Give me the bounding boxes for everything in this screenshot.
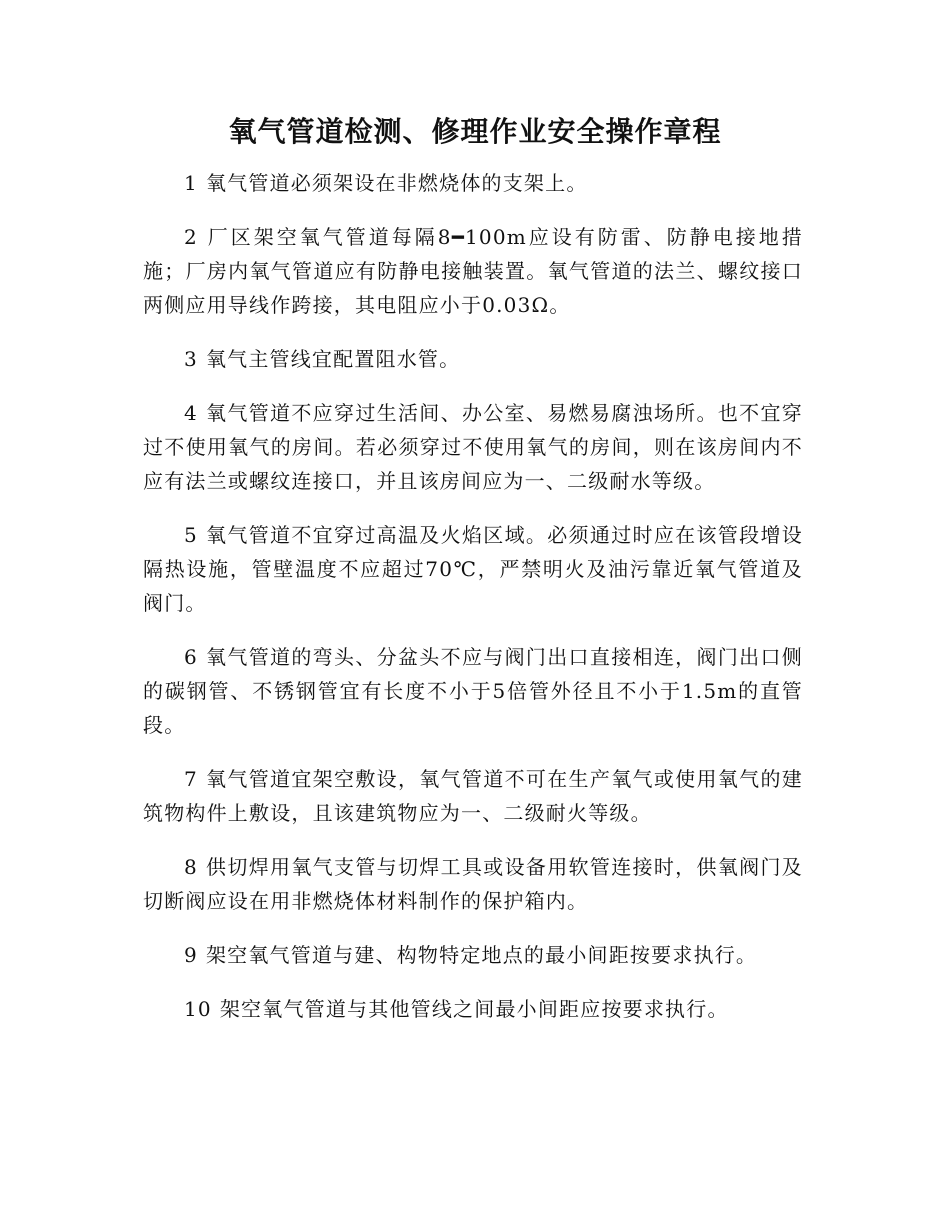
clause-4	[143, 396, 803, 498]
clause-number: 5	[184, 523, 198, 547]
clause-text: 氧气管道必须架设在非燃烧体的支架上。	[205, 171, 588, 195]
clause-10	[143, 992, 803, 1026]
clause-number: 9	[184, 943, 198, 967]
clause-5	[143, 518, 803, 620]
clause-text: 氧气管道的弯头、分盆头不应与阀门出口直接相连，阀门出口侧的碳钢管、不锈钢管宜有长度不小于5倍管外径且不小于1.5m的直管段。	[143, 645, 803, 737]
clause-text: 氧气主管线宜配置阻水管。	[205, 347, 461, 371]
document-body	[143, 166, 803, 1046]
clause-text: 氧气管道宜架空敷设，氧气管道不可在生产氧气或使用氧气的建筑物构件上敷设，且该建筑物应为一、二级耐火等级。	[143, 767, 803, 825]
clause-text: 架空氧气管道与建、构物特定地点的最小间距按要求执行。	[205, 943, 758, 967]
clause-7	[143, 762, 803, 830]
clause-number: 4	[184, 401, 198, 425]
clause-text: 氧气管道不应穿过生活间、办公室、易燃易腐浊场所。也不宜穿过不使用氧气的房间。若必须穿过不使用氧气的房间，则在该房间内不应有法兰或螺纹连接口，并且该房间应为一、二级耐水等级。	[143, 401, 803, 493]
clause-number: 8	[184, 855, 198, 879]
clause-text: 厂区架空氧气管道每隔8━100m应设有防雷、防静电接地措施；厂房内氧气管道应有防静电接触装置。氧气管道的法兰、螺纹接口两侧应用导线作跨接，其电阻应小于0.03Ω。	[143, 225, 803, 317]
clause-text: 供切焊用氧气支管与切焊工具或设备用软管连接时，供氧阀门及切断阀应设在用非燃烧体材料制作的保护箱内。	[143, 855, 803, 913]
clause-2	[143, 220, 803, 322]
clause-text: 氧气管道不宜穿过高温及火焰区域。必须通过时应在该管段增设隔热设施，管壁温度不应超过70℃，严禁明火及油污靠近氧气管道及阀门。	[143, 523, 803, 615]
clause-number: 7	[184, 767, 198, 791]
clause-number: 1	[184, 171, 198, 195]
clause-number: 6	[184, 645, 198, 669]
clause-9	[143, 938, 803, 972]
clause-1	[143, 166, 803, 200]
clause-number: 3	[184, 347, 198, 371]
clause-8	[143, 850, 803, 918]
clause-text: 架空氧气管道与其他管线之间最小间距应按要求执行。	[219, 997, 729, 1021]
clause-6	[143, 640, 803, 742]
clause-number: 10	[184, 997, 212, 1021]
document-title: 氧气管道检测、修理作业安全操作章程	[228, 115, 722, 148]
clause-number: 2	[184, 225, 198, 249]
clause-3	[143, 342, 803, 376]
